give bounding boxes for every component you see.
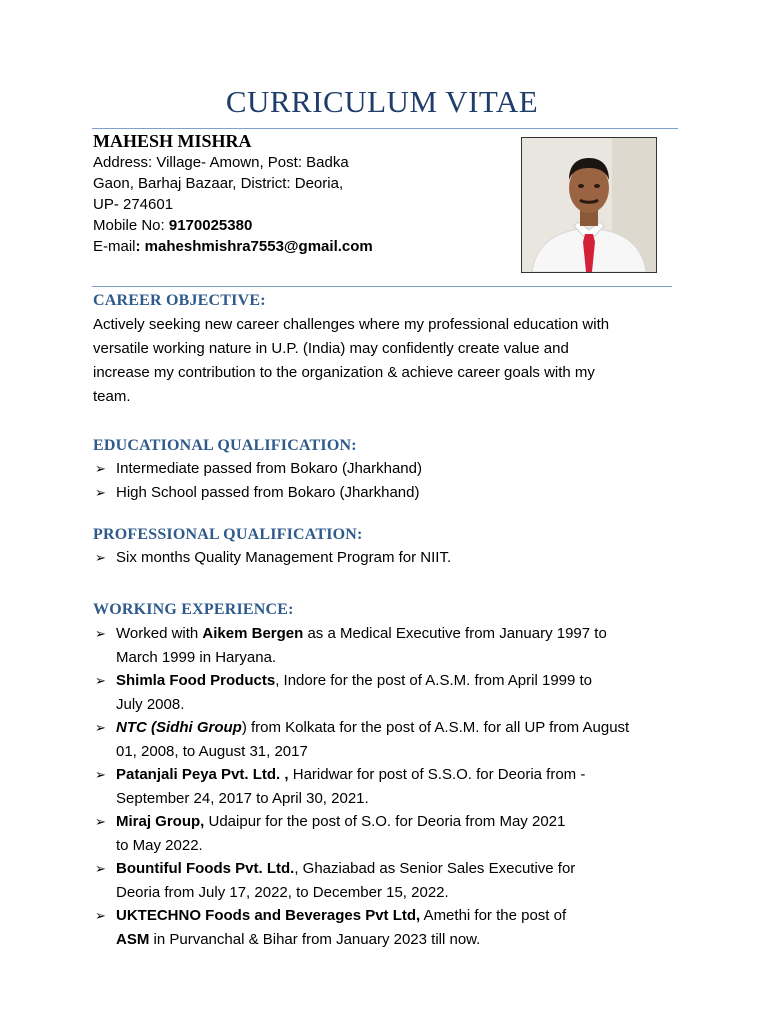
- arrow-bullet-icon: ➢: [95, 626, 106, 641]
- arrow-bullet-icon: ➢: [95, 484, 106, 500]
- objective-line: versatile working nature in U.P. (India) may confidently create value and: [93, 340, 569, 357]
- experience-heading: WORKING EXPERIENCE:: [93, 601, 294, 618]
- arrow-bullet-icon: ➢: [95, 720, 106, 735]
- career-objective-heading: CAREER OBJECTIVE:: [93, 292, 266, 309]
- employer-name: Aikem Bergen: [202, 625, 304, 642]
- employer-name: Miraj Group,: [116, 813, 205, 830]
- profile-photo: [521, 137, 657, 273]
- experience-item: ➢ UKTECHNO Foods and Beverages Pvt Ltd, Amethi for the post of ASM in Purvanchal & Bihar from January 2023 till now.: [93, 904, 683, 951]
- arrow-bullet-icon: ➢: [95, 461, 106, 476]
- arrow-bullet-icon: ➢: [95, 908, 106, 923]
- professional-heading: PROFESSIONAL QUALIFICATION:: [93, 526, 363, 543]
- mobile-number: 9170025380: [168, 217, 253, 234]
- document-title: CURRICULUM VITAE: [225, 84, 539, 119]
- education-heading: EDUCATIONAL QUALIFICATION:: [93, 437, 357, 454]
- experience-item: ➢ Miraj Group, Udaipur for the post of S.O. for Deoria from May 2021 to May 2022.: [93, 810, 683, 857]
- employer-name: Patanjali Peya Pvt. Ltd. ,: [116, 766, 289, 783]
- contact-block: [93, 152, 423, 257]
- experience-list: [93, 622, 683, 951]
- email-line: [93, 236, 423, 257]
- list-item: ➢ Six months Quality Management Program for NIIT.: [93, 546, 683, 570]
- professional-list: [93, 546, 683, 570]
- title-divider: [92, 128, 678, 129]
- mobile-line: [93, 215, 423, 236]
- employer-name: Shimla Food Products: [116, 672, 276, 689]
- arrow-bullet-icon: ➢: [95, 814, 106, 829]
- objective-line: Actively seeking new career challenges where my professional education with: [93, 316, 610, 333]
- experience-item: ➢ Bountiful Foods Pvt. Ltd., Ghaziabad as Senior Sales Executive for Deoria from July 17, 2022, to December 15, 2022.: [93, 857, 683, 904]
- career-objective-text: [93, 313, 673, 409]
- experience-item: ➢ Worked with Aikem Bergen as a Medical Executive from January 1997 to March 1999 in Haryana.: [93, 622, 683, 669]
- header-divider: [92, 286, 672, 287]
- address-line-3: UP- 274601: [93, 196, 174, 213]
- portrait-illustration: [522, 138, 656, 272]
- arrow-bullet-icon: ➢: [95, 673, 106, 688]
- candidate-name: MAHESH MISHRA: [93, 131, 252, 151]
- post-title: ASM: [116, 930, 150, 948]
- objective-line: team.: [93, 388, 131, 405]
- arrow-bullet-icon: ➢: [95, 861, 106, 876]
- arrow-bullet-icon: ➢: [95, 767, 106, 782]
- education-list: [93, 457, 683, 504]
- arrow-bullet-icon: ➢: [95, 550, 106, 565]
- address-line-2: Gaon, Barhaj Bazaar, District: Deoria,: [93, 175, 344, 192]
- experience-item: ➢ NTC (Sidhi Group) from Kolkata for the post of A.S.M. for all UP from August 01, 2008, to August 31, 2017: [93, 716, 683, 763]
- mobile-label: Mobile No:: [93, 217, 169, 234]
- experience-item: ➢ Patanjali Peya Pvt. Ltd. , Haridwar for post of S.S.O. for Deoria from - September 24, 2017 to April 30, 2021.: [93, 763, 683, 810]
- list-item: ➢ Intermediate passed from Bokaro (Jharkhand): [93, 457, 683, 481]
- objective-line: increase my contribution to the organization & achieve career goals with my: [93, 364, 595, 381]
- list-item: ➢ High School passed from Bokaro (Jharkhand): [93, 481, 683, 505]
- address-line-1: Address: Village- Amown, Post: Badka: [93, 154, 349, 171]
- email-address: : maheshmishra7553@gmail.com: [135, 238, 373, 255]
- employer-name: Bountiful Foods Pvt. Ltd.: [116, 860, 295, 877]
- employer-name: UKTECHNO Foods and Beverages Pvt Ltd,: [116, 907, 421, 924]
- employer-name: NTC (Sidhi Group: [116, 719, 242, 736]
- experience-item: ➢ Shimla Food Products, Indore for the post of A.S.M. from April 1999 to July 2008.: [93, 669, 683, 716]
- email-label: E-mail: [93, 238, 136, 255]
